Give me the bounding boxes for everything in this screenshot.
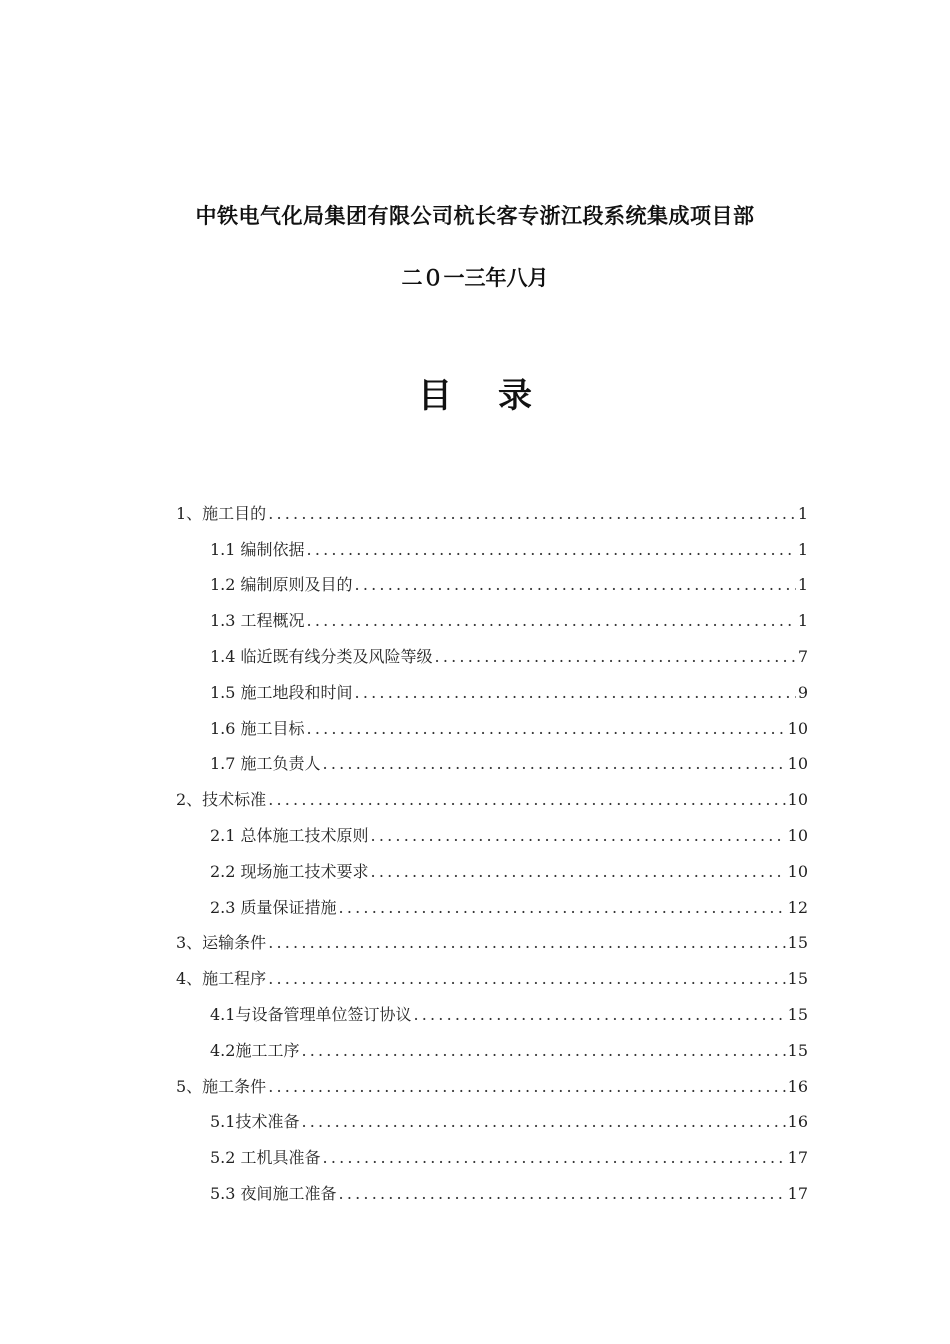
- toc-entry-page-number: 7: [797, 647, 808, 667]
- toc-entry-label: 1.7 施工负责人: [210, 754, 321, 774]
- toc-entry-label: 1.1 编制依据: [210, 539, 305, 559]
- toc-entry-label: 4、施工程序: [176, 969, 267, 989]
- toc-entry-label: 5、施工条件: [176, 1076, 267, 1096]
- toc-entry-label: 1.4 临近既有线分类及风险等级: [210, 647, 433, 667]
- toc-entry-label: 5.2 工机具准备: [210, 1148, 321, 1168]
- toc-entry-label: 1.6 施工目标: [210, 718, 305, 738]
- toc-entry[interactable]: [176, 782, 808, 818]
- toc-entry[interactable]: [176, 1033, 808, 1069]
- toc-entry-page-number: 17: [787, 1148, 808, 1168]
- toc-entry-page-number: 1: [797, 503, 808, 523]
- toc-entry[interactable]: [176, 639, 808, 675]
- toc-entry-label: 3、运输条件: [176, 933, 267, 953]
- document-date: 二０一三年八月: [401, 265, 549, 290]
- toc-entry[interactable]: [176, 532, 808, 568]
- toc-entry[interactable]: [176, 1140, 808, 1176]
- toc-entry[interactable]: [176, 818, 808, 854]
- toc-dot-leader: [268, 504, 796, 524]
- toc-dot-leader: [307, 719, 786, 739]
- toc-dot-leader: [435, 647, 796, 667]
- toc-entry[interactable]: [176, 711, 808, 747]
- toc-entry-page-number: 12: [787, 897, 808, 917]
- toc-entry-label: 2、技术标准: [176, 790, 267, 810]
- toc-entry-page-number: 16: [787, 1112, 808, 1132]
- toc-dot-leader: [371, 862, 786, 882]
- toc-entry-label: 4.2施工工序: [210, 1040, 300, 1060]
- toc-entry-page-number: 9: [797, 682, 808, 702]
- toc-heading: 目录: [418, 376, 578, 416]
- toc-entry-page-number: 1: [797, 611, 808, 631]
- table-of-contents: [176, 496, 808, 1212]
- toc-entry-page-number: 1: [797, 539, 808, 559]
- toc-entry[interactable]: [176, 496, 808, 532]
- toc-dot-leader: [339, 898, 786, 918]
- toc-dot-leader: [268, 1077, 785, 1097]
- toc-dot-leader: [339, 1184, 786, 1204]
- toc-entry[interactable]: [176, 854, 808, 890]
- toc-entry-label: 2.3 质量保证措施: [210, 897, 337, 917]
- toc-entry-label: 5.1技术准备: [210, 1112, 300, 1132]
- toc-dot-leader: [301, 1041, 785, 1061]
- toc-entry-label: 1、施工目的: [176, 503, 267, 523]
- toc-dot-leader: [307, 611, 796, 631]
- toc-dot-leader: [323, 754, 786, 774]
- toc-entry-page-number: 10: [787, 861, 808, 881]
- toc-entry-label: 1.5 施工地段和时间: [210, 682, 353, 702]
- toc-dot-leader: [301, 1112, 785, 1132]
- toc-entry-page-number: 10: [787, 790, 808, 810]
- toc-entry[interactable]: [176, 1069, 808, 1105]
- toc-entry-label: 5.3 夜间施工准备: [210, 1184, 337, 1204]
- toc-entry-page-number: 1: [797, 575, 808, 595]
- toc-entry[interactable]: [176, 890, 808, 926]
- toc-dot-leader: [413, 1005, 785, 1025]
- toc-entry-label: 1.2 编制原则及目的: [210, 575, 353, 595]
- toc-entry-label: 2.1 总体施工技术原则: [210, 826, 369, 846]
- toc-dot-leader: [355, 575, 796, 595]
- toc-entry[interactable]: [176, 675, 808, 711]
- toc-dot-leader: [355, 683, 796, 703]
- toc-entry[interactable]: [176, 1176, 808, 1212]
- toc-dot-leader: [268, 969, 785, 989]
- toc-entry-page-number: 10: [787, 718, 808, 738]
- toc-entry[interactable]: [176, 1105, 808, 1141]
- toc-dot-leader: [268, 933, 785, 953]
- toc-entry-page-number: 15: [787, 969, 808, 989]
- toc-entry[interactable]: [176, 961, 808, 997]
- toc-entry-page-number: 15: [787, 1005, 808, 1025]
- toc-entry-page-number: 10: [787, 754, 808, 774]
- toc-entry-label: 1.3 工程概况: [210, 611, 305, 631]
- toc-dot-leader: [268, 790, 785, 810]
- organization-title: 中铁电气化局集团有限公司杭长客专浙江段系统集成项目部: [195, 203, 755, 228]
- toc-entry-page-number: 10: [787, 826, 808, 846]
- toc-dot-leader: [323, 1148, 786, 1168]
- toc-entry[interactable]: [176, 747, 808, 783]
- toc-entry-label: 2.2 现场施工技术要求: [210, 861, 369, 881]
- toc-dot-leader: [307, 540, 796, 560]
- toc-entry-page-number: 15: [787, 933, 808, 953]
- toc-entry-label: 4.1与设备管理单位签订协议: [210, 1005, 412, 1025]
- toc-entry-page-number: 17: [787, 1184, 808, 1204]
- toc-entry[interactable]: [176, 568, 808, 604]
- toc-entry[interactable]: [176, 603, 808, 639]
- toc-entry[interactable]: [176, 926, 808, 962]
- toc-entry-page-number: 15: [787, 1040, 808, 1060]
- toc-entry[interactable]: [176, 997, 808, 1033]
- toc-dot-leader: [371, 826, 786, 846]
- toc-entry-page-number: 16: [787, 1076, 808, 1096]
